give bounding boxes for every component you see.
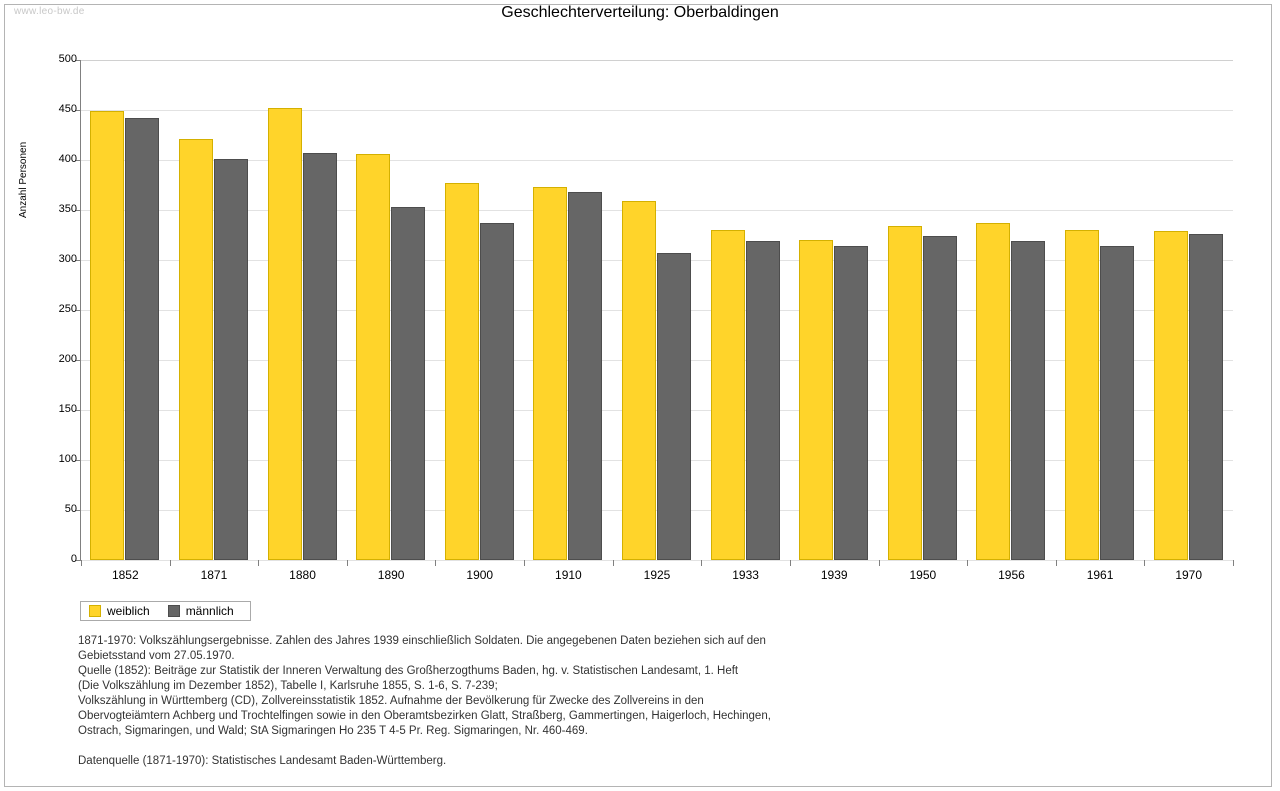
y-tick-label: 200 <box>58 353 77 365</box>
bar-weiblich-1890 <box>356 154 390 560</box>
bar-weiblich-1871 <box>179 139 213 560</box>
bar-group <box>268 60 338 560</box>
legend-item-weiblich <box>89 604 150 618</box>
y-tick-label: 250 <box>58 303 77 315</box>
bar-group <box>533 60 603 560</box>
bar-weiblich-1970 <box>1154 231 1188 560</box>
y-tick-label: 350 <box>58 203 77 215</box>
legend-label-maennlich: männlich <box>185 604 234 618</box>
x-tick-label: 1939 <box>820 568 848 582</box>
x-tick-mark <box>701 560 702 566</box>
x-tick-mark <box>790 560 791 566</box>
plot-area <box>58 53 1232 582</box>
x-tick-mark <box>524 560 525 566</box>
bar-group <box>1065 60 1135 560</box>
y-tick-label: 50 <box>64 503 77 515</box>
x-tick-mark <box>1233 560 1234 566</box>
y-tick-label: 150 <box>58 403 77 415</box>
legend-swatch-icon-weiblich <box>89 605 101 617</box>
bar-weiblich-1880 <box>268 108 302 560</box>
y-axis-label-text: Anzahl Personen <box>18 141 29 218</box>
x-tick-label: 1970 <box>1175 568 1203 582</box>
x-tick-mark <box>879 560 880 566</box>
y-tick-label: 300 <box>58 253 77 265</box>
x-tick-mark <box>1056 560 1057 566</box>
bar-weiblich-1956 <box>976 223 1010 560</box>
bar-weiblich-1950 <box>888 226 922 560</box>
y-axis-label <box>6 58 29 278</box>
bar-series-container <box>81 60 1233 560</box>
bar-maennlich-1933 <box>746 241 780 560</box>
legend-label-weiblich: weiblich <box>107 604 150 618</box>
x-tick-label: 1880 <box>289 568 316 582</box>
bar-weiblich-1925 <box>622 201 656 560</box>
bar-maennlich-1961 <box>1100 246 1134 560</box>
footnote-line: Gebietsstand vom 27.05.1970. <box>78 650 235 662</box>
x-tick-label: 1910 <box>555 568 582 582</box>
bar-weiblich-1852 <box>90 111 124 560</box>
bar-group <box>976 60 1046 560</box>
bar-maennlich-1925 <box>657 253 691 560</box>
footnote-spacer <box>78 739 1198 754</box>
legend-swatch-icon-maennlich <box>168 605 180 617</box>
bar-maennlich-1852 <box>125 118 159 560</box>
bar-group <box>888 60 958 560</box>
bar-maennlich-1871 <box>214 159 248 560</box>
footnote-source: Datenquelle (1871-1970): Statistisches Landesamt Baden-Württemberg. <box>78 755 447 767</box>
bar-weiblich-1939 <box>799 240 833 560</box>
x-tick-label: 1956 <box>998 568 1025 582</box>
y-tick-label: 100 <box>58 453 77 465</box>
y-tick-label: 0 <box>70 553 77 565</box>
bar-group <box>445 60 515 560</box>
watermark-label: www.leo-bw.de <box>14 6 85 17</box>
bar-maennlich-1890 <box>391 207 425 560</box>
bar-maennlich-1950 <box>923 236 957 560</box>
footnotes <box>78 634 1198 769</box>
x-tick-label: 1871 <box>200 568 228 582</box>
gridline <box>81 560 1233 561</box>
y-tick-label: 500 <box>58 53 77 65</box>
x-tick-mark <box>613 560 614 566</box>
y-tick-label: 450 <box>58 103 77 115</box>
page-title: Geschlechterverteilung: Oberbaldingen <box>501 4 779 21</box>
x-tick-mark <box>967 560 968 566</box>
bar-weiblich-1910 <box>533 187 567 560</box>
x-tick-label: 1950 <box>909 568 937 582</box>
bar-weiblich-1961 <box>1065 230 1099 560</box>
bar-group <box>622 60 692 560</box>
legend-item-maennlich <box>168 604 234 618</box>
bar-maennlich-1956 <box>1011 241 1045 560</box>
x-tick-label: 1852 <box>111 568 139 582</box>
x-tick-label: 1925 <box>643 568 671 582</box>
x-tick-label: 1961 <box>1086 568 1114 582</box>
footnote-line: (Die Volkszählung im Dezember 1852), Tabelle I, Karlsruhe 1855, S. 1-6, S. 7-239; <box>78 680 498 692</box>
footnote-line: Ostrach, Sigmaringen, und Wald; StA Sigmaringen Ho 235 T 4-5 Pr. Reg. Sigmaringen, Nr. 460-469. <box>78 725 588 737</box>
x-tick-label: 1890 <box>377 568 405 582</box>
bar-group <box>356 60 426 560</box>
bar-maennlich-1910 <box>568 192 602 560</box>
x-tick-mark <box>170 560 171 566</box>
bar-maennlich-1939 <box>834 246 868 560</box>
bar-weiblich-1933 <box>711 230 745 560</box>
x-tick-mark <box>1144 560 1145 566</box>
x-tick-mark <box>258 560 259 566</box>
footnote-line: Obervogteiämtern Achberg und Trochtelfingen sowie in den Oberamtsbezirken Glatt, Straßberg, Gammertingen, Haigerloch, Hechingen, <box>78 710 771 722</box>
footnote-line: 1871-1970: Volkszählungsergebnisse. Zahlen des Jahres 1939 einschließlich Soldaten. Die angegebenen Daten beziehen sich auf den <box>78 635 766 647</box>
bar-group <box>179 60 249 560</box>
x-tick-label: 1933 <box>732 568 759 582</box>
bar-maennlich-1880 <box>303 153 337 560</box>
bar-group <box>799 60 869 560</box>
chart-legend <box>80 601 251 621</box>
x-tick-label: 1900 <box>466 568 494 582</box>
footnote-line: Volkszählung in Württemberg (CD), Zollvereinsstatistik 1852. Aufnahme der Bevölkerung für Zwecke des Zollvereins in den <box>78 695 704 707</box>
bar-maennlich-1900 <box>480 223 514 560</box>
x-tick-mark <box>435 560 436 566</box>
x-tick-mark <box>81 560 82 566</box>
footnote-line: Quelle (1852): Beiträge zur Statistik der Inneren Verwaltung des Großherzogthums Baden, hg. v. Statistischen Landesamt, 1. Heft <box>78 665 739 677</box>
bar-maennlich-1970 <box>1189 234 1223 560</box>
bar-group <box>90 60 160 560</box>
bar-weiblich-1900 <box>445 183 479 560</box>
x-tick-mark <box>347 560 348 566</box>
bar-group <box>711 60 781 560</box>
bar-group <box>1154 60 1224 560</box>
y-tick-label: 400 <box>58 153 77 165</box>
